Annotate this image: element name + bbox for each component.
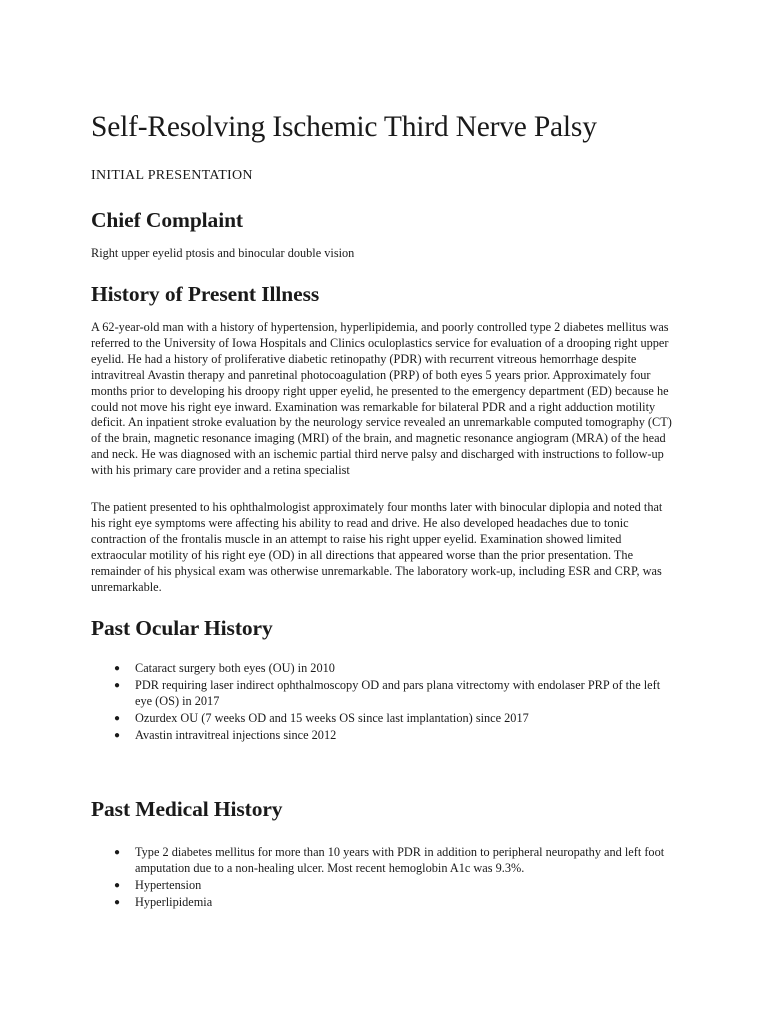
chief-complaint-text: Right upper eyelid ptosis and binocular double vision bbox=[91, 246, 355, 260]
list-item: ● Cataract surgery both eyes (OU) in 2010 bbox=[114, 661, 335, 675]
document-title: Self-Resolving Ischemic Third Nerve Palsy bbox=[91, 111, 597, 143]
bullet-icon: ● bbox=[114, 729, 121, 741]
list-item: ● Type 2 diabetes mellitus for more than 10 years with PDR in addition to peripheral neuropathy and left foot amputation due to a non-healing ulcer. Most recent hemoglobin A1c was 9.3%. bbox=[114, 845, 665, 875]
list-item: ● Hypertension bbox=[114, 877, 202, 892]
heading-past-ocular-history: Past Ocular History bbox=[91, 616, 273, 640]
bullet-icon: ● bbox=[114, 712, 121, 724]
heading-chief-complaint: Chief Complaint bbox=[91, 208, 243, 232]
bullet-icon: ● bbox=[114, 679, 121, 691]
list-item: ● Ozurdex OU (7 weeks OD and 15 weeks OS since last implantation) since 2017 bbox=[114, 710, 529, 725]
past-medical-history-list bbox=[91, 845, 677, 912]
heading-past-medical-history: Past Medical History bbox=[91, 797, 283, 821]
heading-history-of-present-illness: History of Present Illness bbox=[91, 282, 320, 306]
bullet-icon: ● bbox=[114, 896, 121, 908]
past-ocular-history-list bbox=[91, 661, 677, 745]
section-label-initial-presentation: INITIAL PRESENTATION bbox=[91, 168, 253, 183]
list-item: ● Hyperlipidemia bbox=[114, 894, 213, 909]
list-item: ● Avastin intravitreal injections since 2012 bbox=[114, 727, 337, 742]
list-item: ● PDR requiring laser indirect ophthalmoscopy OD and pars plana vitrectomy with endolaser PRP of the left eye (OS) in 2017 bbox=[114, 677, 661, 708]
bullet-icon: ● bbox=[114, 847, 121, 858]
bullet-icon: ● bbox=[114, 663, 121, 674]
hpi-paragraph-2: The patient presented to his ophthalmologist approximately four months later with binocular diplopia and noted that his right eye symptoms were affecting his ability to read and drive. He also developed headaches due to tonic contraction of the frontalis muscle in an attempt to raise his right upper eyelid. Examination showed limited extraocular motility of his right eye (OD) in all directions that appeared worse than the prior presentation. The remainder of his physical exam was otherwise unremarkable. The laboratory work-up, including ESR and CRP, was unremarkable. bbox=[91, 500, 663, 594]
bullet-icon: ● bbox=[114, 879, 121, 891]
hpi-paragraph-1: A 62-year-old man with a history of hypertension, hyperlipidemia, and poorly controlled type 2 diabetes mellitus was referred to the University of Iowa Hospitals and Clinics oculoplastics service for evaluation of a drooping right upper eyelid. He had a history of proliferative diabetic retinopathy (PDR) with recurrent vitreous hemorrhage despite intravitreal Avastin therapy and panretinal photocoagulation (PRP) of both eyes 5 years prior. Approximately four months prior to developing his droopy right upper eyelid, he presented to the emergency department (ED) because he could not move his right eye inward. Examination was remarkable for bilateral PDR and a right adduction motility deficit. An inpatient stroke evaluation by the neurology service revealed an unremarkable computed tomography (CT) of the brain, magnetic resonance imaging (MRI) of the brain, and magnetic resonance angiogram (MRA) of the head and neck. He was diagnosed with an ischemic partial third nerve palsy and discharged with instructions to follow-up with his primary care provider and a retina specialist bbox=[91, 320, 672, 478]
